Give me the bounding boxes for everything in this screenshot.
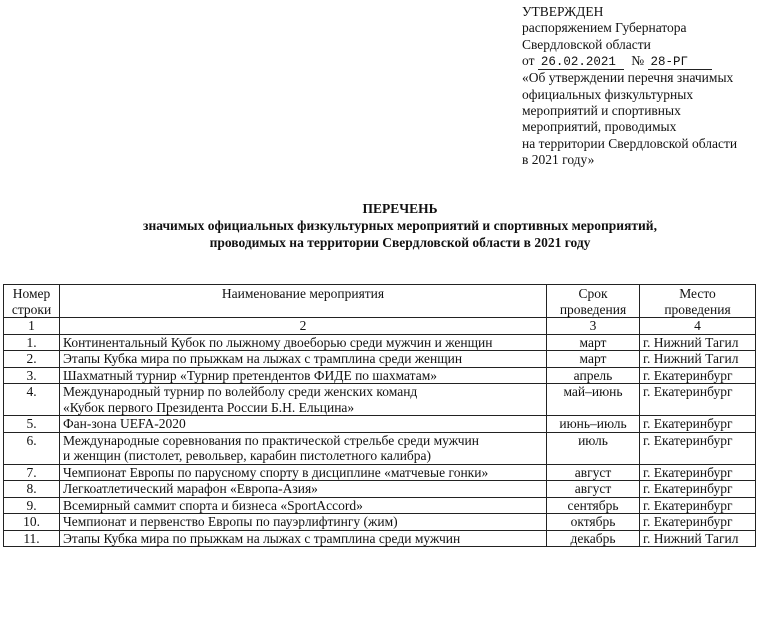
row-number: 10. xyxy=(4,514,60,531)
event-period: март xyxy=(547,334,640,351)
header-number-line1: Номер xyxy=(12,286,51,301)
title-heading: ПЕРЕЧЕНЬ xyxy=(362,201,438,216)
event-place: г. Екатеринбург xyxy=(640,416,756,433)
header-period-line2: проведения xyxy=(559,301,627,317)
row-number: 5. xyxy=(4,416,60,433)
title-subtitle-2: проводимых на территории Свердловской области в 2021 году xyxy=(209,235,591,250)
index-cell: 3 xyxy=(547,318,640,335)
approval-date-number xyxy=(522,53,758,70)
row-number: 8. xyxy=(4,481,60,498)
approval-quote-line: официальных физкультурных xyxy=(522,86,694,102)
event-name-line: Шахматный турнир «Турнир претендентов ФИДЕ по шахматам» xyxy=(63,367,438,383)
event-place: г. Екатеринбург xyxy=(640,514,756,531)
event-period: март xyxy=(547,351,640,368)
event-name-line: Этапы Кубка мира по прыжкам на лыжах с трамплина среди женщин xyxy=(63,351,463,366)
event-name-line: Чемпионат Европы по парусному спорту в дисциплине «матчевые гонки» xyxy=(63,464,489,480)
row-number: 11. xyxy=(4,530,60,547)
table-row xyxy=(4,384,756,416)
header-place-line1: Место xyxy=(679,286,716,301)
row-number: 4. xyxy=(4,384,60,416)
table-row xyxy=(4,334,756,351)
event-name-line: Чемпионат и первенство Европы по пауэрлифтингу (жим) xyxy=(63,514,398,529)
title-subtitle-1: значимых официальных физкультурных мероприятий и спортивных мероприятий, xyxy=(143,218,657,233)
event-period: май–июнь xyxy=(547,384,640,416)
event-place: г. Екатеринбург xyxy=(640,384,756,416)
approval-quote-line: на территории Свердловской области xyxy=(522,135,738,151)
event-name-line: Международные соревнования по практической стрельбе среди мужчин xyxy=(63,432,479,448)
approval-quote-line: в 2021 году» xyxy=(522,152,595,168)
row-number: 7. xyxy=(4,464,60,481)
row-number: 9. xyxy=(4,497,60,514)
event-place: г. Екатеринбург xyxy=(640,464,756,481)
table-row xyxy=(4,464,756,481)
header-place-line2: проведения xyxy=(664,301,731,317)
event-place: г. Нижний Тагил xyxy=(640,334,756,351)
event-name-line: «Кубок первого Президента России Б.Н. Ельцина» xyxy=(63,399,355,415)
table-row xyxy=(4,416,756,433)
index-cell: 1 xyxy=(4,318,60,335)
event-period: июль xyxy=(547,432,640,464)
header-number-line2: строки xyxy=(11,301,52,317)
header-place xyxy=(640,285,756,318)
event-name-line: и женщин (пистолет, револьвер, карабин пистолетного калибра) xyxy=(63,448,432,463)
event-name-line: Континентальный Кубок по лыжному двоеборью среди мужчин и женщин xyxy=(63,334,493,350)
event-name xyxy=(60,530,547,547)
header-period xyxy=(547,285,640,318)
approved-by: распоряжением Губернатора xyxy=(522,20,687,36)
index-cell: 2 xyxy=(60,318,547,335)
event-period: декабрь xyxy=(547,530,640,547)
document-title xyxy=(0,200,760,251)
header-number xyxy=(4,285,60,318)
event-name xyxy=(60,367,547,384)
row-number: 3. xyxy=(4,367,60,384)
table-row xyxy=(4,497,756,514)
event-name xyxy=(60,514,547,531)
event-period: октябрь xyxy=(547,514,640,531)
table-row xyxy=(4,351,756,368)
approval-number: 28-РГ xyxy=(648,55,712,70)
table-header-row xyxy=(4,285,756,318)
event-place: г. Екатеринбург xyxy=(640,481,756,498)
table-row xyxy=(4,530,756,547)
approval-date: 26.02.2021 xyxy=(538,55,624,70)
table-row xyxy=(4,514,756,531)
approval-quote-line: мероприятий и спортивных xyxy=(522,103,681,119)
header-period-line1: Срок xyxy=(578,286,608,301)
event-place: г. Нижний Тагил xyxy=(640,351,756,368)
approval-stamp xyxy=(522,4,758,169)
event-place: г. Екатеринбург xyxy=(640,367,756,384)
event-name xyxy=(60,481,547,498)
event-period: август xyxy=(547,464,640,481)
event-name xyxy=(60,351,547,368)
event-name xyxy=(60,464,547,481)
approved-region: Свердловской области xyxy=(522,36,651,52)
row-number: 2. xyxy=(4,351,60,368)
approval-quote-line: мероприятий, проводимых xyxy=(522,119,677,135)
number-prefix: № xyxy=(631,53,645,69)
table-row xyxy=(4,481,756,498)
event-name-line: Международный турнир по волейболу среди женских команд xyxy=(63,384,418,399)
event-name xyxy=(60,432,547,464)
event-name xyxy=(60,384,547,416)
table-row xyxy=(4,367,756,384)
event-name-line: Всемирный саммит спорта и бизнеса «SportAccord» xyxy=(63,497,363,513)
header-name: Наименование мероприятия xyxy=(60,285,547,318)
event-period: апрель xyxy=(547,367,640,384)
event-period: сентябрь xyxy=(547,497,640,514)
event-place: г. Екатеринбург xyxy=(640,497,756,514)
approval-quote-line: «Об утверждении перечня значимых xyxy=(522,70,734,86)
table-row xyxy=(4,432,756,464)
event-name xyxy=(60,497,547,514)
row-number: 6. xyxy=(4,432,60,464)
event-period: август xyxy=(547,481,640,498)
column-index-row xyxy=(4,318,756,335)
index-cell: 4 xyxy=(640,318,756,335)
event-name-line: Этапы Кубка мира по прыжкам на лыжах с трамплина среди мужчин xyxy=(63,530,461,546)
event-name-line: Легкоатлетический марафон «Европа-Азия» xyxy=(63,481,318,496)
event-period: июнь–июль xyxy=(547,416,640,433)
event-name xyxy=(60,416,547,433)
date-prefix: от xyxy=(522,53,535,69)
approved-label: УТВЕРЖДЕН xyxy=(522,4,604,19)
event-place: г. Нижний Тагил xyxy=(640,530,756,547)
event-name xyxy=(60,334,547,351)
row-number: 1. xyxy=(4,334,60,351)
event-name-line: Фан-зона UEFA-2020 xyxy=(63,416,186,431)
events-table xyxy=(3,284,756,547)
event-place: г. Екатеринбург xyxy=(640,432,756,464)
